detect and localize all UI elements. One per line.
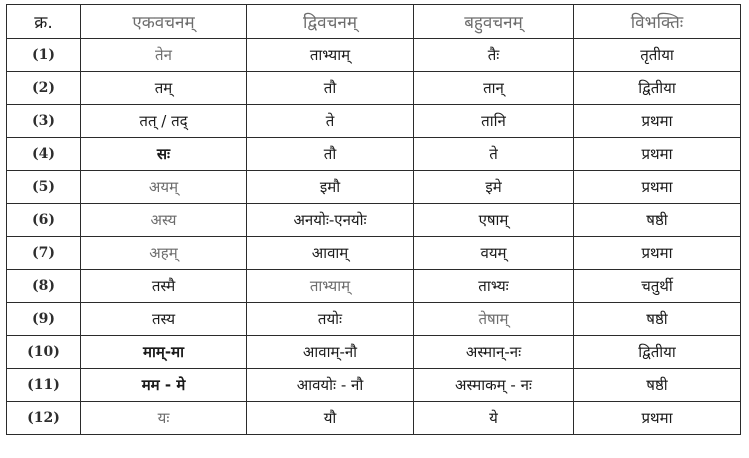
plural-cell: ये — [414, 402, 574, 435]
serial-number-cell: (10) — [7, 336, 81, 369]
table-row — [7, 138, 741, 171]
plural-cell: तैः — [414, 39, 574, 72]
case-cell: प्रथमा — [574, 237, 741, 270]
plural-cell: इमे — [414, 171, 574, 204]
table-row — [7, 105, 741, 138]
serial-number-cell: (11) — [7, 369, 81, 402]
serial-number-cell: (2) — [7, 72, 81, 105]
table-row — [7, 72, 741, 105]
dual-cell: इमौ — [247, 171, 414, 204]
singular-cell: अस्य — [81, 204, 247, 237]
singular-cell: सः — [81, 138, 247, 171]
plural-cell: ताभ्यः — [414, 270, 574, 303]
singular-cell: माम्-मा — [81, 336, 247, 369]
plural-cell: अस्मान्-नः — [414, 336, 574, 369]
singular-cell: मम - मे — [81, 369, 247, 402]
declension-table — [6, 4, 741, 435]
case-cell: प्रथमा — [574, 402, 741, 435]
header-singular: एकवचनम् — [81, 5, 247, 39]
table-row — [7, 270, 741, 303]
table-row — [7, 336, 741, 369]
serial-number-cell: (9) — [7, 303, 81, 336]
dual-cell: अनयोः-एनयोः — [247, 204, 414, 237]
case-cell: तृतीया — [574, 39, 741, 72]
header-dual: द्विवचनम् — [247, 5, 414, 39]
case-cell: षष्ठी — [574, 369, 741, 402]
serial-number-cell: (3) — [7, 105, 81, 138]
table-row — [7, 402, 741, 435]
singular-cell: अहम् — [81, 237, 247, 270]
singular-cell: तस्य — [81, 303, 247, 336]
singular-cell: तत् / तद् — [81, 105, 247, 138]
dual-cell: तयोः — [247, 303, 414, 336]
plural-cell: वयम् — [414, 237, 574, 270]
table-row — [7, 171, 741, 204]
case-cell: द्वितीया — [574, 72, 741, 105]
plural-cell: एषाम् — [414, 204, 574, 237]
serial-number-cell: (4) — [7, 138, 81, 171]
dual-cell: यौ — [247, 402, 414, 435]
table-row — [7, 237, 741, 270]
case-cell: षष्ठी — [574, 303, 741, 336]
case-cell: द्वितीया — [574, 336, 741, 369]
header-row — [7, 5, 741, 39]
table-row — [7, 204, 741, 237]
header-case: विभक्तिः — [574, 5, 741, 39]
table-row — [7, 369, 741, 402]
plural-cell: तानि — [414, 105, 574, 138]
case-cell: षष्ठी — [574, 204, 741, 237]
table-row — [7, 303, 741, 336]
dual-cell: आवयोः - नौ — [247, 369, 414, 402]
singular-cell: अयम् — [81, 171, 247, 204]
header-plural: बहुवचनम् — [414, 5, 574, 39]
singular-cell: तम् — [81, 72, 247, 105]
singular-cell: यः — [81, 402, 247, 435]
dual-cell: ताभ्याम् — [247, 39, 414, 72]
case-cell: प्रथमा — [574, 105, 741, 138]
case-cell: प्रथमा — [574, 138, 741, 171]
serial-number-cell: (5) — [7, 171, 81, 204]
case-cell: चतुर्थी — [574, 270, 741, 303]
serial-number-cell: (1) — [7, 39, 81, 72]
dual-cell: तौ — [247, 138, 414, 171]
plural-cell: अस्माकम् - नः — [414, 369, 574, 402]
plural-cell: तान् — [414, 72, 574, 105]
case-cell: प्रथमा — [574, 171, 741, 204]
serial-number-cell: (12) — [7, 402, 81, 435]
plural-cell: ते — [414, 138, 574, 171]
serial-number-cell: (8) — [7, 270, 81, 303]
dual-cell: तौ — [247, 72, 414, 105]
singular-cell: तेन — [81, 39, 247, 72]
plural-cell: तेषाम् — [414, 303, 574, 336]
table-row — [7, 39, 741, 72]
singular-cell: तस्मै — [81, 270, 247, 303]
dual-cell: ताभ्याम् — [247, 270, 414, 303]
dual-cell: आवाम्-नौ — [247, 336, 414, 369]
dual-cell: ते — [247, 105, 414, 138]
serial-number-cell: (6) — [7, 204, 81, 237]
header-serial-number: क्र. — [7, 5, 81, 39]
serial-number-cell: (7) — [7, 237, 81, 270]
dual-cell: आवाम् — [247, 237, 414, 270]
